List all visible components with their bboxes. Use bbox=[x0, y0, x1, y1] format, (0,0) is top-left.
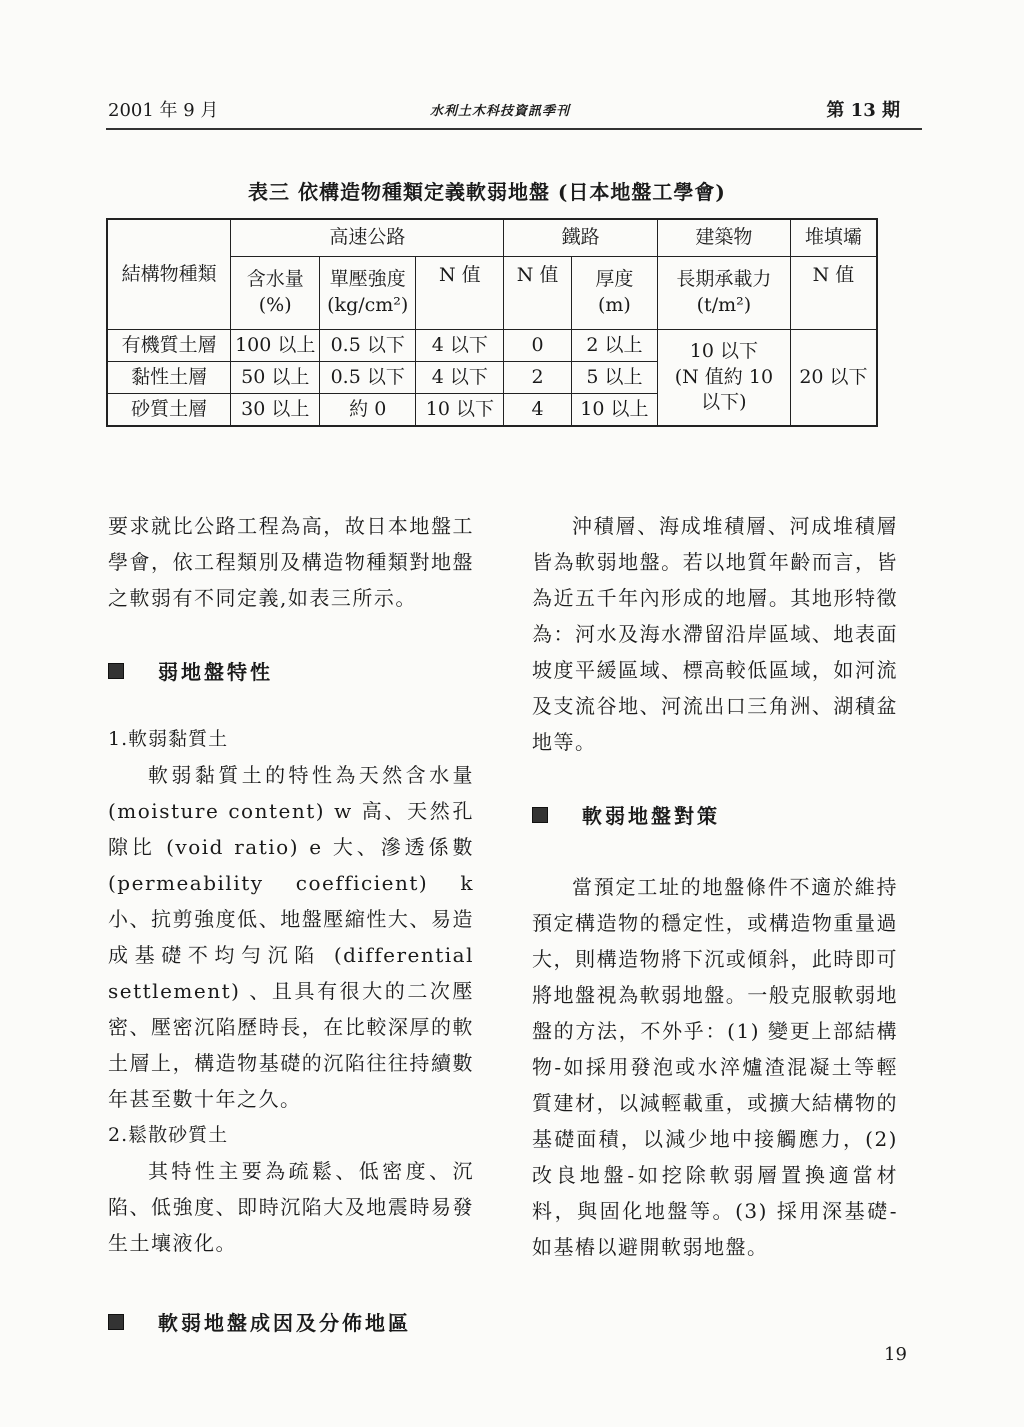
col-compressive-strength-label: 單壓強度 bbox=[329, 268, 406, 291]
bearing-line: 以下) bbox=[701, 391, 747, 414]
intro-paragraph: 要求就比公路工程為高，故日本地盤工學會，依工程類別及構造物種類對地盤之軟弱有不同定義,如表三所示。 bbox=[108, 514, 474, 610]
header-divider bbox=[106, 128, 922, 130]
row-header-label: 結構物種類 bbox=[107, 219, 231, 330]
subsection-title: 2.鬆散砂質土 bbox=[108, 1124, 229, 1146]
paragraph-loose-sand: 其特性主要為疏鬆、低密度、沉陷、低強度、即時沉陷大及地震時易發生土壤液化。 bbox=[108, 1159, 474, 1255]
col-bearing-label: 長期承載力 bbox=[676, 268, 772, 291]
cell-thickness: 2 以上 bbox=[571, 330, 657, 362]
paragraph-deposits: 沖積層、海成堆積層、河成堆積層皆為軟弱地盤。若以地質年齡而言，皆為近五千年內形成的地層。其地形特徵為：河水及海水滯留沿岸區域、地表面坡度平緩區域、標高較低區域，如河流及支流谷地、河流出口三角洲、湖積盆地等。 bbox=[532, 514, 898, 754]
section-heading-causes-distribution bbox=[108, 1307, 474, 1336]
col-n-value-embankment bbox=[790, 257, 877, 330]
cell-strength: 約 0 bbox=[320, 394, 416, 427]
cell-n-railway: 2 bbox=[504, 362, 572, 394]
cell-bearing bbox=[657, 330, 790, 427]
section-title: 弱地盤特性 bbox=[158, 660, 273, 684]
cell-n-railway: 4 bbox=[504, 394, 572, 427]
col-water-content bbox=[231, 257, 320, 330]
group-railway: 鐵路 bbox=[504, 219, 658, 257]
group-building: 建築物 bbox=[657, 219, 790, 257]
cell-thickness: 5 以上 bbox=[571, 362, 657, 394]
cell-n-highway: 10 以下 bbox=[416, 394, 504, 427]
group-highway: 高速公路 bbox=[231, 219, 504, 257]
page-number: 19 bbox=[884, 1344, 907, 1365]
soft-ground-definition-table bbox=[106, 218, 878, 427]
row-type: 有機質土層 bbox=[107, 330, 231, 362]
square-bullet-icon bbox=[108, 663, 124, 679]
page-header bbox=[108, 96, 900, 126]
col-thickness-label: 厚度 bbox=[595, 268, 634, 291]
col-n-value-embankment-label: N 值 bbox=[812, 264, 855, 286]
issue-date: 2001 年 9 月 bbox=[108, 100, 219, 121]
cell-water: 50 以上 bbox=[231, 362, 320, 394]
right-column bbox=[532, 508, 898, 1265]
section-heading-countermeasures bbox=[532, 800, 898, 829]
col-bearing-unit: (t/m²) bbox=[696, 294, 752, 316]
paragraph-countermeasures: 當預定工址的地盤條件不適於維持預定構造物的穩定性，或構造物重量過大，則構造物將下沉或傾斜，此時即可將地盤視為軟弱地盤。一般克服軟弱地盤的方法，不外乎：(1) 變更上部結構物-如採用發泡或水淬爐渣混凝土等輕質建材，以減輕載重，或擴大結構物的基礎面積，以減少地中接觸應力，(2) 改良地盤-如挖除軟弱層置換適當材料，與固化地盤等。(3) 採用深基礎-如基樁以避開軟弱地盤。 bbox=[532, 875, 898, 1259]
col-compressive-strength-unit: (kg/cm²) bbox=[327, 294, 409, 316]
cell-n-highway: 4 以下 bbox=[416, 330, 504, 362]
col-bearing bbox=[657, 257, 790, 330]
row-type: 砂質土層 bbox=[107, 394, 231, 427]
col-thickness bbox=[571, 257, 657, 330]
journal-title: 水利土木科技資訊季刊 bbox=[430, 104, 571, 119]
section-heading-soft-ground-properties bbox=[108, 656, 474, 685]
group-embankment: 堆填壩 bbox=[790, 219, 877, 257]
cell-strength: 0.5 以下 bbox=[320, 330, 416, 362]
col-water-content-label: 含水量 bbox=[246, 268, 304, 291]
section-title: 軟弱地盤成因及分佈地區 bbox=[158, 1311, 411, 1335]
cell-water: 30 以上 bbox=[231, 394, 320, 427]
left-column bbox=[108, 508, 474, 1336]
cell-embankment: 20 以下 bbox=[790, 330, 877, 427]
subsection-title: 1.軟弱黏質土 bbox=[108, 728, 229, 750]
col-n-value-railway bbox=[504, 257, 572, 330]
row-type: 黏性土層 bbox=[107, 362, 231, 394]
section-title: 軟弱地盤對策 bbox=[582, 804, 720, 828]
col-compressive-strength bbox=[320, 257, 416, 330]
cell-thickness: 10 以上 bbox=[571, 394, 657, 427]
cell-n-railway: 0 bbox=[504, 330, 572, 362]
col-thickness-unit: (m) bbox=[597, 294, 631, 316]
square-bullet-icon bbox=[108, 1314, 124, 1330]
table-row bbox=[107, 330, 877, 362]
cell-n-highway: 4 以下 bbox=[416, 362, 504, 394]
col-n-value-highway bbox=[416, 257, 504, 330]
paragraph-soft-clay: 軟弱黏質土的特性為天然含水量 (moisture content) w 高、天然孔隙比 (void ratio) e 大、滲透係數 (permeability coefficient) k 小、抗剪強度低、地盤壓縮性大、易造成基礎不均勻沉陷 (differential settlement) 、且具有很大的二次壓密、壓密沉陷歷時長，在比較深厚的軟土層上，構造物基礎的沉陷往往持續數年甚至數十年之久。 bbox=[108, 763, 474, 1111]
issue-number: 第 13 期 bbox=[826, 100, 900, 121]
table-caption: 表三 依構造物種類定義軟弱地盤 (日本地盤工學會) bbox=[248, 180, 726, 204]
cell-water: 100 以上 bbox=[231, 330, 320, 362]
bearing-line: (N 值約 10 bbox=[674, 365, 774, 388]
bearing-line: 10 以下 bbox=[689, 340, 758, 363]
col-n-value-railway-label: N 值 bbox=[516, 264, 559, 286]
square-bullet-icon bbox=[532, 807, 548, 823]
cell-strength: 0.5 以下 bbox=[320, 362, 416, 394]
col-water-content-unit: (%) bbox=[258, 294, 292, 316]
col-n-value-highway-label: N 值 bbox=[439, 264, 481, 286]
